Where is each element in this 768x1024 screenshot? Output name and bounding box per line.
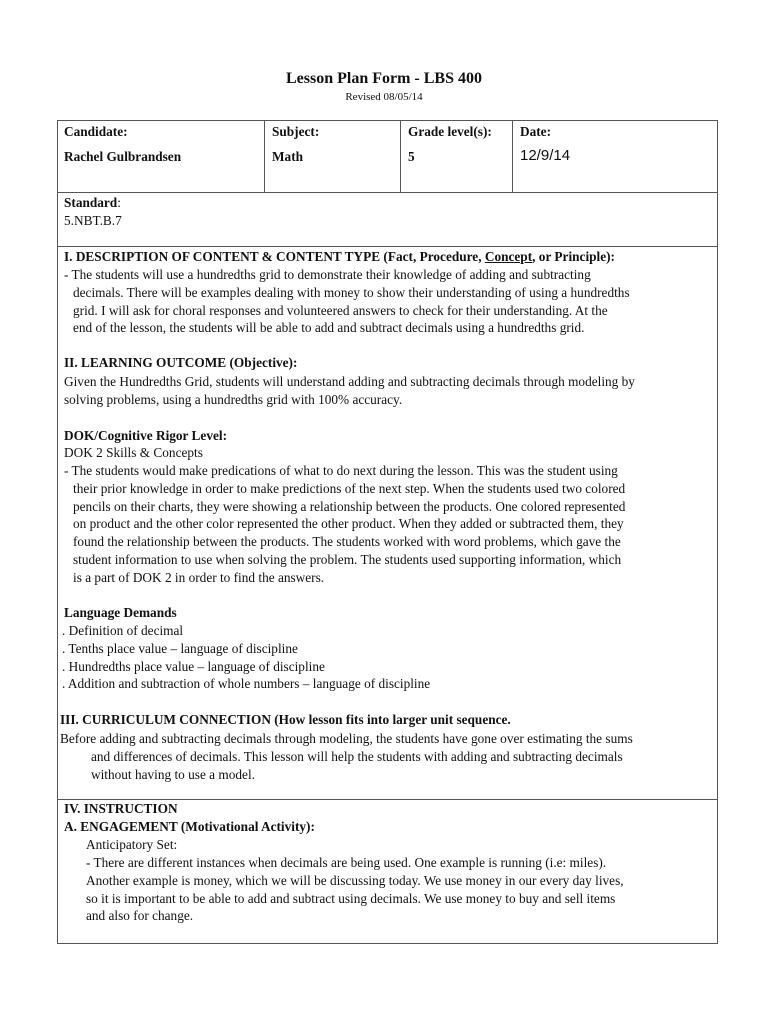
grade-value: 5 — [408, 149, 415, 164]
body-line: is a part of DOK 2 in order to find the answers. — [73, 569, 325, 585]
dok-heading: DOK/Cognitive Rigor Level: — [64, 428, 227, 443]
engagement-heading: A. ENGAGEMENT (Motivational Activity): — [64, 819, 315, 834]
body-line: - The students would make predications of what to do next during the lesson. This was the student using — [64, 463, 618, 478]
body-line: Another example is money, which we will be discussing today. We use money in our every day lives, — [86, 872, 624, 888]
body-line: student information to use when solving the problem. The students used supporting information, which — [73, 551, 622, 567]
cell-divider — [400, 120, 401, 193]
body-line: - There are different instances when decimals are being used. One example is running (i.e: miles). — [86, 855, 607, 870]
body-line: grid. I will ask for choral responses and volunteered answers to check for their understanding. At the — [73, 302, 608, 318]
subject-value: Math — [272, 149, 304, 164]
subject-label: Subject: — [272, 124, 320, 139]
body-line: so it is important to be able to add and subtract using decimals. We use money to buy and sell items — [86, 890, 616, 906]
body-line: on product and the other color represented the other product. When they added or subtracted them, they — [73, 516, 624, 532]
concept-underlined: Concept — [484, 249, 533, 264]
candidate-name: Rachel Gulbrandsen — [64, 149, 182, 164]
body-line: Given the Hundredths Grid, students will understand adding and subtracting decimals through modeling by — [64, 374, 635, 389]
standard-colon: : — [117, 195, 121, 210]
dok-level: DOK 2 Skills & Concepts — [64, 445, 203, 460]
row-divider — [57, 246, 718, 247]
section-1-heading-part: , or Principle): — [532, 249, 615, 264]
anticipatory-set-label: Anticipatory Set: — [86, 837, 178, 852]
body-line: decimals. There will be examples dealing with money to show their understanding of using a hundredths — [73, 284, 630, 300]
date-value: 12/9/14 — [520, 147, 571, 164]
list-item: . Addition and subtraction of whole numbers – language of discipline — [62, 676, 431, 692]
section-1-body — [64, 266, 630, 337]
cell-divider — [512, 120, 513, 193]
body-line: pencils on their charts, they were showing a relationship between the products. One colored represented — [73, 498, 626, 514]
date-label: Date: — [520, 124, 552, 139]
form-title: Lesson Plan Form - LBS 400 — [285, 70, 482, 87]
revision-date: Revised 08/05/14 — [345, 91, 423, 103]
body-line: and differences of decimals. This lesson will help the students with adding and subtracting decimals — [91, 748, 623, 764]
instruction-heading: IV. INSTRUCTION — [64, 801, 178, 816]
learning-outcome-heading: II. LEARNING OUTCOME (Objective): — [64, 355, 298, 370]
standard-value: 5.NBT.B.7 — [64, 213, 122, 228]
body-line: end of the lesson, the students will be able to add and subtract decimals using a hundredths grid. — [73, 320, 585, 336]
body-line: Before adding and subtracting decimals through modeling, the students have gone over estimating the sums — [60, 731, 633, 746]
curriculum-connection-heading: III. CURRICULUM CONNECTION (How lesson fits into larger unit sequence. — [60, 712, 511, 727]
body-line: - The students will use a hundredths grid to demonstrate their knowledge of adding and subtracting — [64, 267, 591, 282]
dok-body — [64, 462, 625, 587]
language-demands-heading: Language Demands — [64, 605, 177, 620]
body-line: found the relationship between the products. The students worked with word problems, which gave the — [73, 534, 621, 550]
section-1-heading-part: I. DESCRIPTION OF CONTENT & CONTENT TYPE (Fact, Procedure, — [64, 249, 485, 264]
cell-divider — [264, 120, 265, 193]
grade-label: Grade level(s): — [408, 124, 492, 139]
body-line: and also for change. — [86, 908, 194, 924]
standard-label: Standard — [64, 195, 118, 210]
engagement-body — [86, 854, 624, 925]
candidate-label: Candidate: — [64, 124, 128, 139]
standard-heading — [64, 194, 121, 212]
curriculum-connection-body — [60, 730, 633, 783]
section-1-heading — [64, 248, 615, 266]
body-line: their prior knowledge in order to make predictions of the next step. When the students used two colored — [73, 480, 626, 496]
learning-outcome-body — [64, 373, 635, 409]
list-item: . Definition of decimal — [62, 623, 184, 638]
body-line: without having to use a model. — [91, 766, 255, 782]
list-item: . Hundredths place value – language of discipline — [62, 658, 325, 674]
row-divider — [57, 192, 718, 193]
body-line: solving problems, using a hundredths grid with 100% accuracy. — [64, 391, 403, 407]
list-item: . Tenths place value – language of discipline — [62, 640, 298, 656]
language-demands-list — [62, 622, 430, 693]
